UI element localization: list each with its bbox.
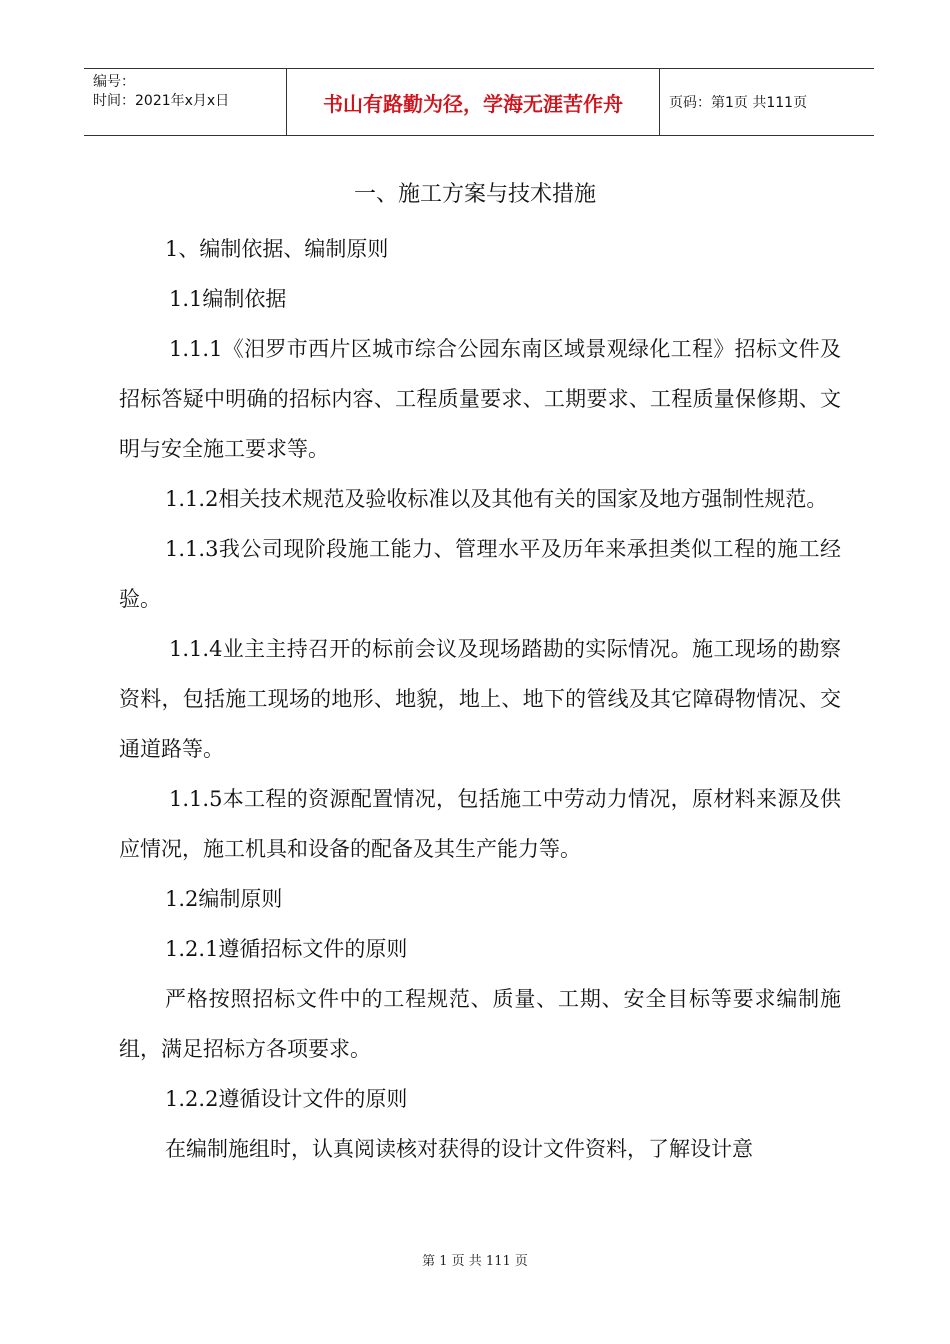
paragraph: 1.1.1《汨罗市西片区城市综合公园东南区域景观绿化工程》招标文件及招标答疑中明确的招标内容、工程质量要求、工期要求、工程质量保修期、文明与安全施工要求等。 [119,337,841,461]
paragraph: 1.2.2遵循设计文件的原则 [165,1087,408,1111]
paragraph: 1.1编制依据 [169,287,287,311]
document-body [119,224,841,1174]
header-meta [84,69,286,135]
page-header [84,68,874,136]
page-footer: 第 1 页 共 111 页 [422,1254,528,1269]
header-page-label: 页码：第1页 共111页 [669,95,808,111]
paragraph: 1.1.5本工程的资源配置情况，包括施工中劳动力情况，原材料来源及供应情况，施工机具和设备的配备及其生产能力等。 [119,787,841,861]
paragraph: 1.1.4业主主持召开的标前会议及现场踏勘的实际情况。施工现场的勘察资料，包括施工现场的地形、地貌，地上、地下的管线及其它障碍物情况、交通道路等。 [119,637,841,761]
paragraph: 在编制施组时，认真阅读核对获得的设计文件资料，了解设计意 [165,1137,753,1161]
paragraph: 严格按照招标文件中的工程规范、质量、工期、安全目标等要求编制施组，满足招标方各项要求。 [119,987,841,1061]
paragraph: 1.1.2相关技术规范及验收标准以及其他有关的国家及地方强制性规范。 [165,487,828,511]
time-label: 时间：2021年x月x日 [93,93,230,109]
paragraph: 1.1.3我公司现阶段施工能力、管理水平及历年来承担类似工程的施工经验。 [119,537,841,611]
number-label: 编号： [93,74,135,90]
paragraph: 1、编制依据、编制原则 [165,237,389,261]
document-title: 一、施工方案与技术措施 [353,182,596,207]
paragraph: 1.2.1遵循招标文件的原则 [165,937,408,961]
header-motto: 书山有路勤为径，学海无涯苦作舟 [286,69,660,135]
paragraph: 1.2编制原则 [165,887,283,911]
